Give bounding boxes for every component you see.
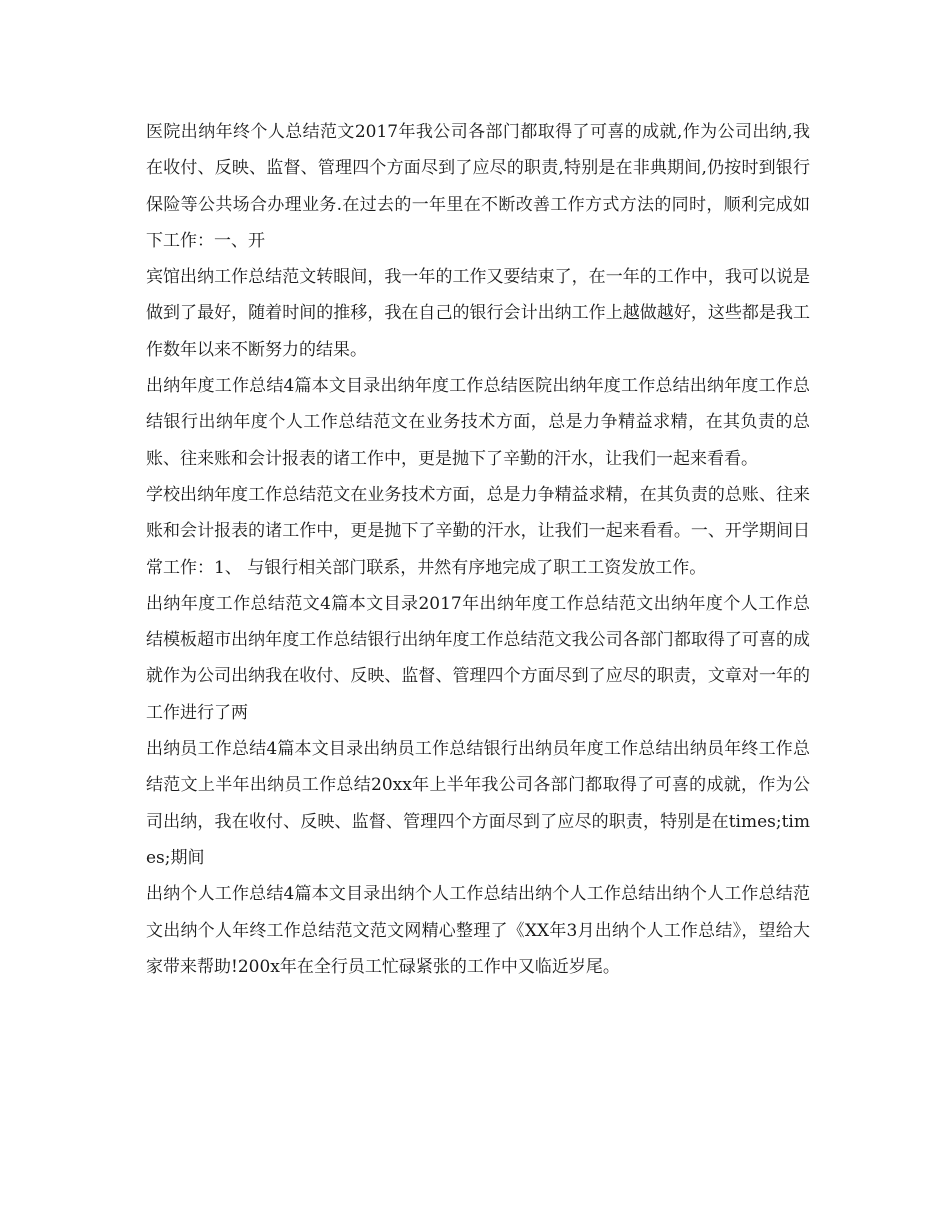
paragraph-3: 出纳年度工作总结4篇本文目录出纳年度工作总结医院出纳年度工作总结出纳年度工作总结银行出纳年度个人工作总结范文在业务技术方面，总是力争精益求精，在其负责的总账、往来账和会计报表的诸工作中，更是抛下了辛勤的汗水，让我们一起来看看。 [146, 376, 810, 469]
paragraph-2: 宾馆出纳工作总结范文转眼间，我一年的工作又要结束了，在一年的工作中，我可以说是做到了最好，随着时间的推移，我在自己的银行会计出纳工作上越做越好，这些都是我工作数年以来不断努力的结果。 [146, 267, 810, 360]
paragraph-5: 出纳年度工作总结范文4篇本文目录2017年出纳年度工作总结范文出纳年度个人工作总结模板超市出纳年度工作总结银行出纳年度工作总结范文我公司各部门都取得了可喜的成就作为公司出纳我在收付、反映、监督、管理四个方面尽到了应尽的职责，文章对一年的工作进行了两 [146, 593, 810, 723]
paragraph-6: 出纳员工作总结4篇本文目录出纳员工作总结银行出纳员年度工作总结出纳员年终工作总结范文上半年出纳员工作总结20xx年上半年我公司各部门都取得了可喜的成就，作为公司出纳，我在收付、反映、监督、管理四个方面尽到了应尽的职责，特别是在times;times;期间 [146, 739, 810, 868]
paragraph-4: 学校出纳年度工作总结范文在业务技术方面，总是力争精益求精，在其负责的总账、往来账和会计报表的诸工作中，更是抛下了辛勤的汗水，让我们一起来看看。一、开学期间日常工作：1、 与银行相关部门联系，井然有序地完成了职工工资发放工作。 [146, 484, 810, 578]
document-body [146, 114, 810, 985]
paragraph-1: 医院出纳年终个人总结范文2017年我公司各部门都取得了可喜的成就,作为公司出纳,我在收付、反映、监督、管理四个方面尽到了应尽的职责,特别是在非典期间,仍按时到银行保险等公共场合办理业务.在过去的一年里在不断改善工作方式方法的同时，顺利完成如下工作：一、开 [146, 122, 810, 251]
paragraph-7: 出纳个人工作总结4篇本文目录出纳个人工作总结出纳个人工作总结出纳个人工作总结范文出纳个人年终工作总结范文范文网精心整理了《XX年3月出纳个人工作总结》，望给大家带来帮助!200x年在全行员工忙碌紧张的工作中又临近岁尾。 [146, 884, 810, 977]
